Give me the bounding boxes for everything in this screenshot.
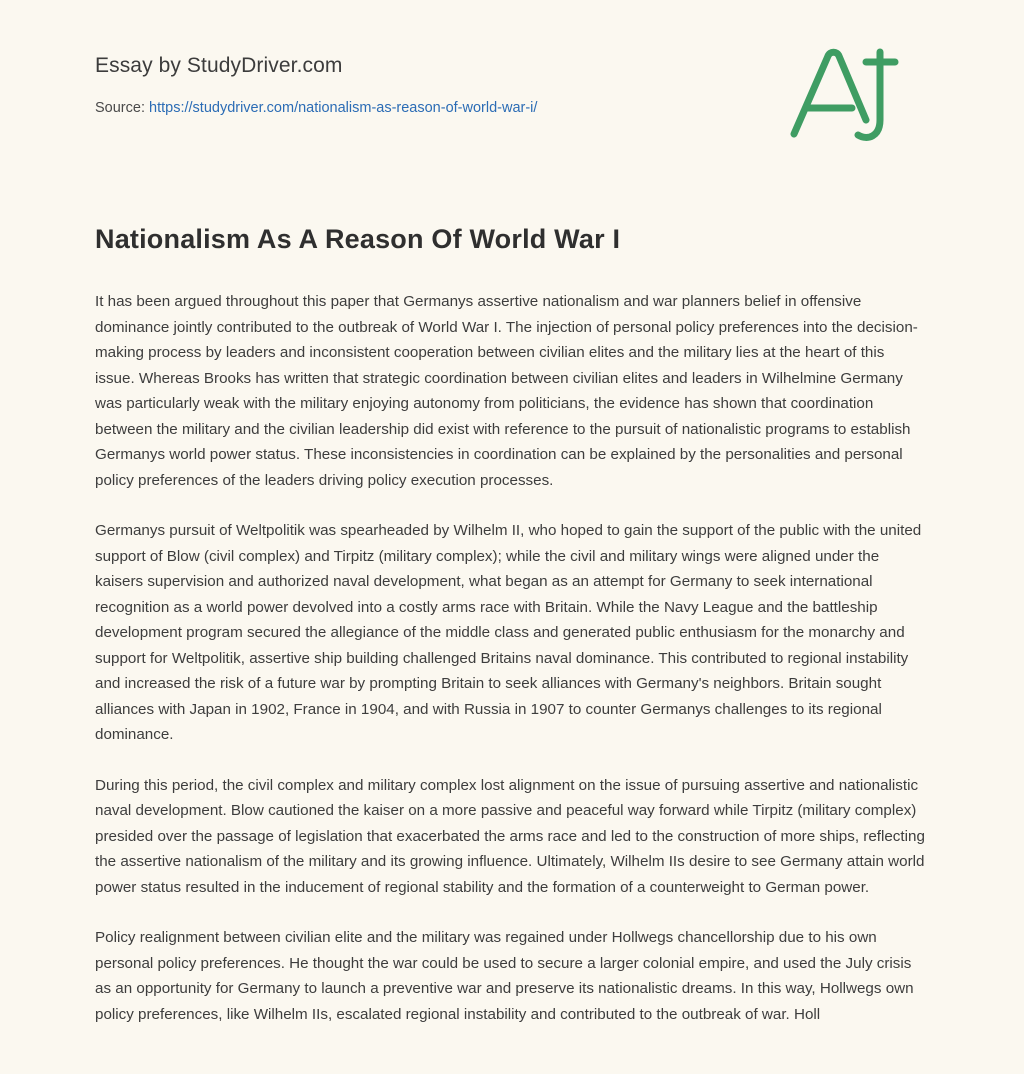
paragraph: During this period, the civil complex and military complex lost alignment on the issue of pursuing assertive and nationalistic naval development. Blow cautioned the kaiser on a more passive and peaceful way forward while Tirpitz (military complex) presided over the passage of legislation that exacerbated the arms race and led to the construction of more ships, reflecting the assertive nationalism of the military and its growing influence. Ultimately, Wilhelm IIs desire to see Germany attain world power status resulted in the inducement of regional stability and the formation of a counterweight to German power. [95,776,925,896]
source-label: Source: [95,100,145,116]
document-body [95,289,927,1027]
document-header [95,0,929,116]
studydriver-logo-icon [782,42,902,152]
paragraph: Germanys pursuit of Weltpolitik was spearheaded by Wilhelm II, who hoped to gain the support of the public with the united support of Blow (civil complex) and Tirpitz (military complex); while the civil and military wings were aligned under the kaisers supervision and authorized naval development, what began as an attempt for Germany to seek international recognition as a world power devolved into a costly arms race with Britain. While the Navy League and the battleship development program secured the allegiance of the middle class and generated public enthusiasm for the monarchy and support for Weltpolitik, assertive ship building challenged Britains naval dominance. This contributed to regional instability and increased the risk of a future war by prompting Britain to seek alliances with Germany's neighbors. Britain sought alliances with Japan in 1902, France in 1904, and with Russia in 1907 to counter Germanys challenges to its regional dominance. [95,522,922,743]
page-title: Nationalism As A Reason Of World War I [95,224,621,254]
essay-byline: Essay by StudyDriver.com [95,54,343,77]
source-url-link[interactable]: https://studydriver.com/nationalism-as-reason-of-world-war-i/ [149,100,538,116]
paragraph: Policy realignment between civilian elite and the military was regained under Hollwegs chancellorship due to his own personal policy preferences. He thought the war could be used to secure a larger colonial empire, and used the July crisis as an opportunity for Germany to launch a preventive war and preserve its nationalistic dreams. In this way, Hollwegs own policy preferences, like Wilhelm IIs, escalated regional instability and contributed to the outbreak of war. Holl [95,929,914,1023]
paragraph: It has been argued throughout this paper that Germanys assertive nationalism and war planners belief in offensive dominance jointly contributed to the outbreak of World War I. The injection of personal policy preferences into the decision-making process by leaders and inconsistent cooperation between civilian elites and the military lies at the heart of this issue. Whereas Brooks has written that strategic coordination between civilian elites and leaders in Wilhelmine Germany was particularly weak with the military enjoying autonomy from politicians, the evidence has shown that coordination between the military and the civilian leadership did exist with reference to the pursuit of nationalistic programs to establish Germanys world power status. These inconsistencies in coordination can be explained by the personalities and personal policy preferences of the leaders driving policy execution processes. [95,293,918,489]
